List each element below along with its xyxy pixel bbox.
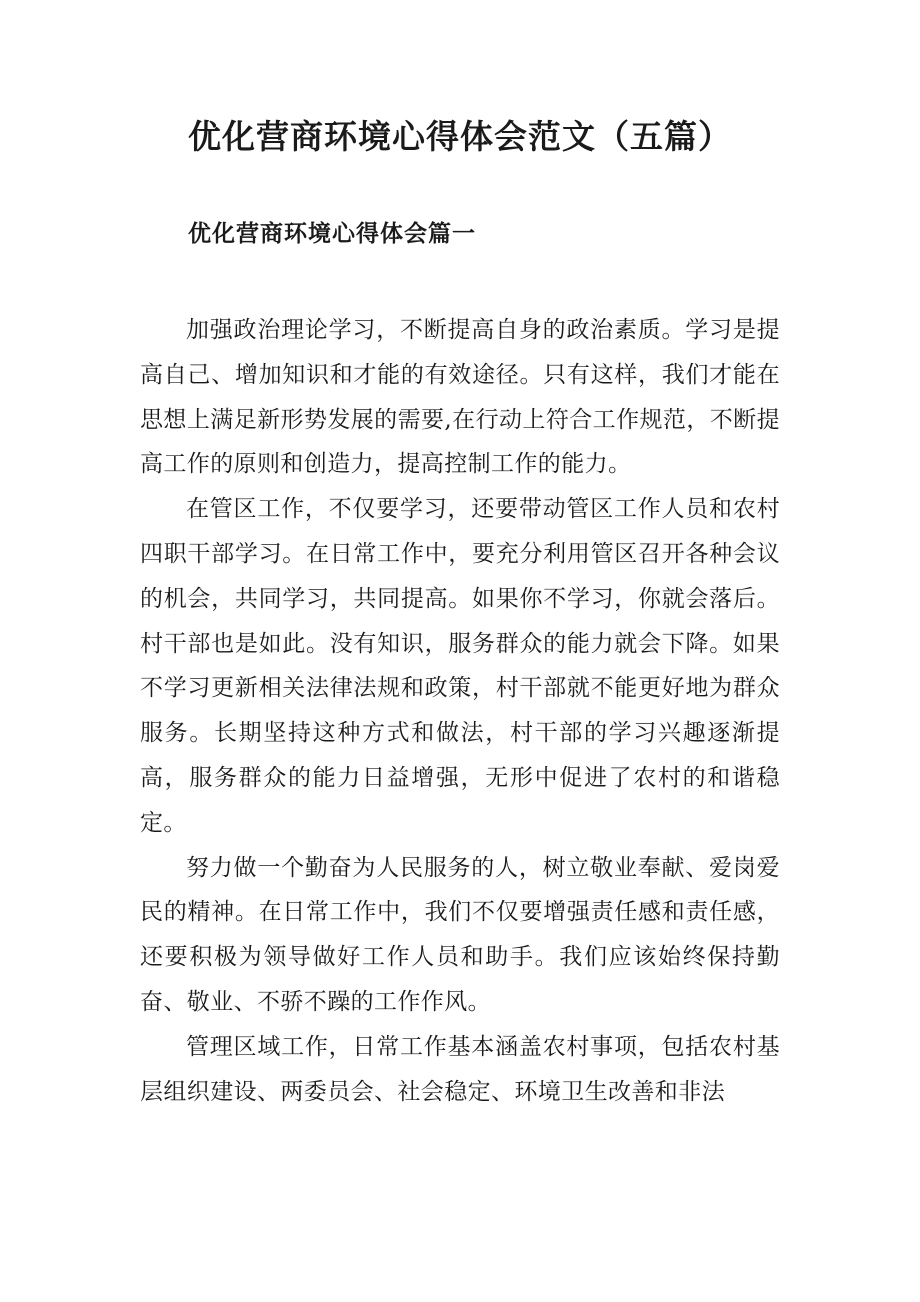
section-heading: 优化营商环境心得体会篇一: [188, 220, 476, 247]
paragraph-1: 加强政治理论学习，不断提高自身的政治素质。学习是提高自己、增加知识和才能的有效途径。只有这样，我们才能在思想上满足新形势发展的需要,在行动上符合工作规范，不断提高工作的原则和创造力，提高控制工作的能力。: [140, 317, 780, 478]
paragraph-2: 在管区工作，不仅要学习，还要带动管区工作人员和农村四职干部学习。在日常工作中，要充分利用管区召开各种会议的机会，共同学习，共同提高。如果你不学习，你就会落后。村干部也是如此。没有知识，服务群众的能力就会下降。如果不学习更新相关法律法规和政策，村干部就不能更好地为群众服务。长期坚持这种方式和做法，村干部的学习兴趣逐渐提高，服务群众的能力日益增强，无形中促进了农村的和谐稳定。: [140, 496, 780, 836]
paragraph-3: 努力做一个勤奋为人民服务的人，树立敬业奉献、爱岗爱民的精神。在日常工作中，我们不仅要增强责任感和责任感，还要积极为领导做好工作人员和助手。我们应该始终保持勤奋、敬业、不骄不躁的工作作风。: [140, 854, 780, 1015]
document-body: [140, 308, 780, 1114]
paragraph-4: 管理区域工作，日常工作基本涵盖农村事项，包括农村基层组织建设、两委员会、社会稳定、环境卫生改善和非法: [140, 1033, 780, 1105]
document-title: 优化营商环境心得体会范文（五篇）: [188, 117, 732, 156]
